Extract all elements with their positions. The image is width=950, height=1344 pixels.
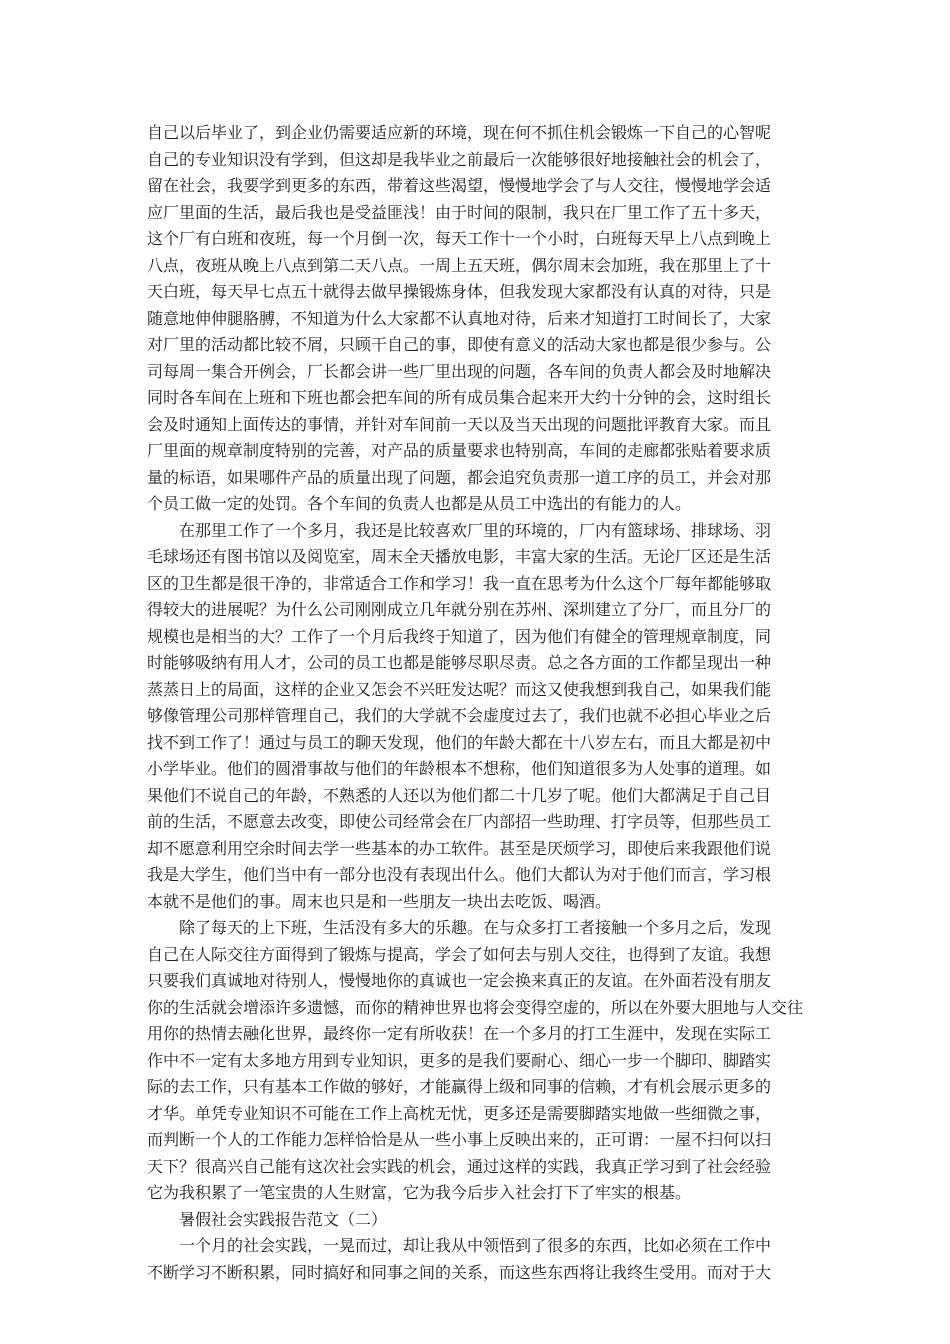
text-line: 毛球场还有图书馆以及阅览室，周末全天播放电影，丰富大家的生活。无论厂区还是生活	[147, 547, 772, 566]
text-line: 找不到工作了！通过与员工的聊天发现，他们的年龄大都在十八岁左右，而且大都是初中	[147, 732, 772, 752]
text-line: 留在社会，我要学到更多的东西，带着这些渴望，慢慢地学会了与人交往，慢慢地学会适	[147, 176, 772, 195]
text-line: 时能够吸纳有用人才，公司的员工也都是能够尽职尽责。总之各方面的工作都呈现出一种	[147, 653, 772, 672]
text-line: 司每周一集合开例会，厂长都会讲一些厂里出现的问题，各车间的负责人都会及时地解决	[147, 361, 772, 381]
text-line: 自己以后毕业了，到企业仍需要适应新的环境，现在何不抓住机会锻炼一下自己的心智呢	[147, 123, 772, 142]
text-line: 际的去工作，只有基本工作做的够好，才能赢得上级和同事的信赖，才有机会展示更多的	[147, 1077, 772, 1096]
text-line: 作中不一定有太多地方用到专业知识，更多的是我们要耐心、细心一步一个脚印、脚踏实	[147, 1050, 772, 1070]
text-line: 对厂里的活动都比较不屑，只顾干自己的事，即使有意义的活动大家也都是很少参与。公	[147, 335, 772, 354]
text-line: 本就不是他们的事。周末也只是和一些朋友一块出去吃饭、喝酒。	[147, 891, 612, 911]
text-line: 随意地伸伸腿胳膊，不知道为什么大家都不认真地对待，后来才知道打工时间长了，大家	[147, 308, 772, 328]
text-line: 厂里面的规章制度特别的完善，对产品的质量要求也特别高，车间的走廊都张贴着要求质	[147, 441, 772, 460]
text-line: 应厂里面的生活，最后我也是受益匪浅！由于时间的限制，我只在厂里工作了五十多天，	[147, 202, 772, 222]
text-line: 用你的热情去融化世界，最终你一定有所收获！在一个多月的打工生涯中，发现在实际工	[147, 1024, 772, 1043]
text-line: 才华。单凭专业知识不可能在工作上高枕无忧，更多还是需要脚踏实地做一些细微之事，	[147, 1103, 772, 1123]
paragraph-first-line: 暑假社会实践报告范文（二）	[179, 1209, 388, 1229]
text-line: 同时各车间在上班和下班也都会把车间的所有成员集合起来开大约十分钟的会，这时组长	[147, 388, 772, 407]
text-line: 前的生活，不愿意去改变，即使公司经常会在厂内部招一些助理、打字员等，但那些员工	[147, 812, 772, 831]
text-line: 蒸蒸日上的局面，这样的企业又怎会不兴旺发达呢？而这又使我想到我自己，如果我们能	[147, 679, 772, 699]
text-line: 而判断一个人的工作能力怎样恰恰是从一些小事上反映出来的，正可谓：一屋不扫何以扫	[147, 1130, 772, 1149]
text-line: 自己在人际交往方面得到了锻炼与提高，学会了如何去与别人交往，也得到了友谊。我想	[147, 944, 772, 964]
text-line: 小学毕业。他们的圆滑事故与他们的年龄根本不想称，他们知道很多为人处事的道理。如	[147, 759, 772, 778]
text-line: 天白班，每天早七点五十就得去做早操锻炼身体，但我发现大家都没有认真的对待，只是	[147, 282, 772, 301]
text-line: 自己的专业知识没有学到，但这却是我毕业之前最后一次能够很好地接触社会的机会了，	[147, 149, 772, 169]
text-line: 它为我积累了一笔宝贵的人生财富，它为我今后步入社会打下了牢实的根基。	[147, 1183, 692, 1202]
text-line: 会及时通知上面传达的事情，并针对车间前一天以及当天出现的问题批评教育大家。而且	[147, 414, 772, 434]
text-line: 果他们不说自己的年龄，不熟悉的人还以为他们都二十几岁了呢。他们大都满足于自己目	[147, 785, 772, 805]
text-line: 只要我们真诚地对待别人，慢慢地你的真诚也一定会换来真正的友谊。在外面若没有朋友	[147, 971, 772, 990]
text-line: 得较大的进展呢？为什么公司刚刚成立几年就分别在苏州、深圳建立了分厂，而且分厂的	[147, 600, 772, 619]
text-line: 个员工做一定的处罚。各个车间的负责人也都是从员工中选出的有能力的人。	[147, 494, 692, 513]
document-body	[147, 120, 807, 1286]
text-line: 量的标语，如果哪件产品的质量出现了问题，都会追究负责那一道工序的员工，并会对那	[147, 467, 772, 487]
text-line: 却不愿意利用空余时间去学一些基本的办工软件。甚至是厌烦学习，即使后来我跟他们说	[147, 838, 772, 858]
text-line: 规模也是相当的大？工作了一个月后我终于知道了，因为他们有健全的管理规章制度，同	[147, 626, 772, 646]
text-line: 天下？很高兴自己能有这次社会实践的机会，通过这样的实践，我真正学习到了社会经验	[147, 1156, 772, 1176]
text-line: 不断学习不断积累，同时搞好和同事之间的关系，而这些东西将让我终生受用。而对于大	[147, 1262, 772, 1282]
text-line: 够像管理公司那样管理自己，我们的大学就不会虚度过去了，我们也就不必担心毕业之后	[147, 706, 772, 725]
paragraph-first-line: 一个月的社会实践，一晃而过，却让我从中领悟到了很多的东西，比如必须在工作中	[179, 1236, 772, 1255]
text-line: 八点，夜班从晚上八点到第二天八点。一周上五天班，偶尔周末会加班，我在那里上了十	[147, 255, 772, 275]
text-line: 区的卫生都是很干净的，非常适合工作和学习！我一直在思考为什么这个厂每年都能够取	[147, 573, 772, 593]
paragraph-first-line: 除了每天的上下班，生活没有多大的乐趣。在与众多打工者接触一个多月之后，发现	[179, 918, 772, 937]
text-line: 这个厂有白班和夜班，每一个月倒一次，每天工作十一个小时，白班每天早上八点到晚上	[147, 229, 772, 248]
text-line: 你的生活就会增添许多遗憾，而你的精神世界也将会变得空虚的，所以在外要大胆地与人交往	[147, 997, 804, 1017]
paragraph-first-line: 在那里工作了一个多月，我还是比较喜欢厂里的环境的，厂内有篮球场、排球场、羽	[179, 520, 772, 540]
text-line: 我是大学生，他们当中有一部分也没有表现出什么。他们大都认为对于他们而言，学习根	[147, 865, 772, 884]
